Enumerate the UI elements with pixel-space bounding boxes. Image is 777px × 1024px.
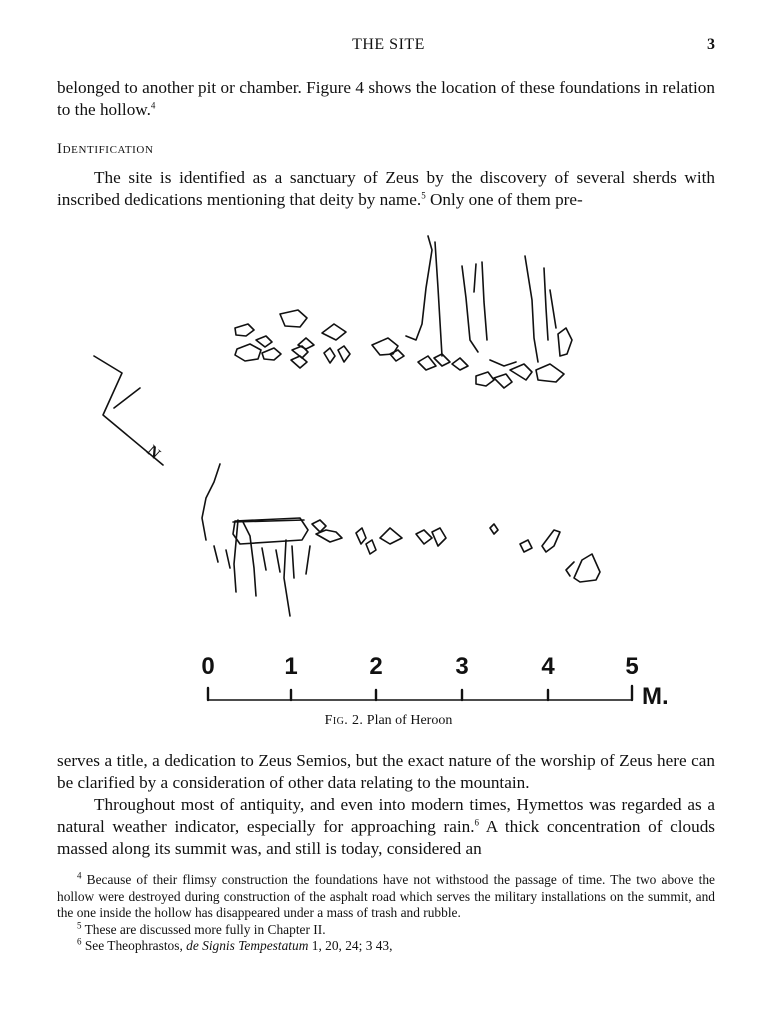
- scale-tick-label: 0: [201, 653, 215, 680]
- north-arrow-icon: [94, 356, 164, 465]
- footnote-ref-4: 4: [150, 100, 156, 111]
- paragraph-2-text: The site is identified as a sanctuary of Zeus by the discovery of several sherds with inscribed dedications mentioning that deity by name.: [57, 168, 715, 209]
- footnote-4: [57, 872, 715, 922]
- footnote-number: 5: [77, 920, 82, 931]
- figure-plan-of-heroon: [80, 228, 700, 728]
- paragraph-4-text: Throughout most of antiquity, and even into modern times, Hymettos was regarded as a natural weather indicator, especially for approaching rain.: [57, 795, 715, 836]
- north-label: N: [143, 442, 164, 463]
- upper-foundation: [235, 236, 572, 388]
- scale-tick-label: 5: [625, 653, 639, 680]
- running-head: [0, 36, 777, 60]
- footnote-text: These are discussed more fully in Chapter II.: [84, 921, 326, 937]
- footnote-text: Because of their flimsy construction the foundations have not withstood the passage of time. The two above the hollow were destroyed during construction of the asphalt road which serves the military installations on the summit, and the one inside the hollow has disappeared under a mass of trash and rubble.: [57, 872, 715, 920]
- footnote-ref-6: 6: [474, 817, 480, 828]
- paragraph-4-text-after: A thick concentration of clouds massed along its summit was, and still is today, considered an: [57, 817, 715, 858]
- footnote-number: 4: [77, 870, 82, 881]
- paragraph-continued: [57, 77, 715, 121]
- scale-bar: [201, 653, 668, 710]
- footnote-5: [57, 922, 715, 939]
- paragraph-3-text: serves a title, a dedication to Zeus Semios, but the exact nature of the worship of Zeus here can be clarified by a consideration of other data relating to the mountain.: [57, 751, 715, 792]
- footnote-6: [57, 938, 715, 955]
- figure-caption-text: Plan of Heroon: [366, 713, 453, 728]
- running-title: THE SITE: [352, 36, 425, 53]
- footnote-cited-title: de Signis Tempestatum: [186, 938, 309, 953]
- scale-tick-label: 1: [284, 653, 298, 680]
- scale-unit-label: M.: [642, 683, 669, 710]
- footnote-text: 1, 20, 24; 3 43,: [308, 938, 393, 953]
- paragraph-1-text: belonged to another pit or chamber. Figure 4 shows the location of these foundations in relation to the hollow.: [57, 78, 715, 119]
- footnote-ref-5: 5: [421, 190, 426, 201]
- section-heading: Identification: [57, 141, 154, 157]
- paragraph-identification: [57, 167, 715, 211]
- footnote-text: See Theophrastos,: [84, 938, 187, 953]
- scale-tick-label: 3: [455, 653, 469, 680]
- figure-caption: [0, 713, 777, 729]
- plan-drawing: [80, 228, 700, 728]
- paragraph-after-figure: [57, 750, 715, 860]
- page-number: 3: [707, 36, 715, 53]
- footnote-number: 6: [77, 936, 82, 947]
- scale-tick-label: 4: [541, 653, 555, 680]
- footnotes: [57, 872, 715, 955]
- lower-foundation: [202, 464, 600, 616]
- paragraph-2-text-after: Only one of them pre-: [425, 190, 583, 209]
- scale-tick-label: 2: [369, 653, 383, 680]
- figure-label: Fig. 2.: [324, 713, 364, 728]
